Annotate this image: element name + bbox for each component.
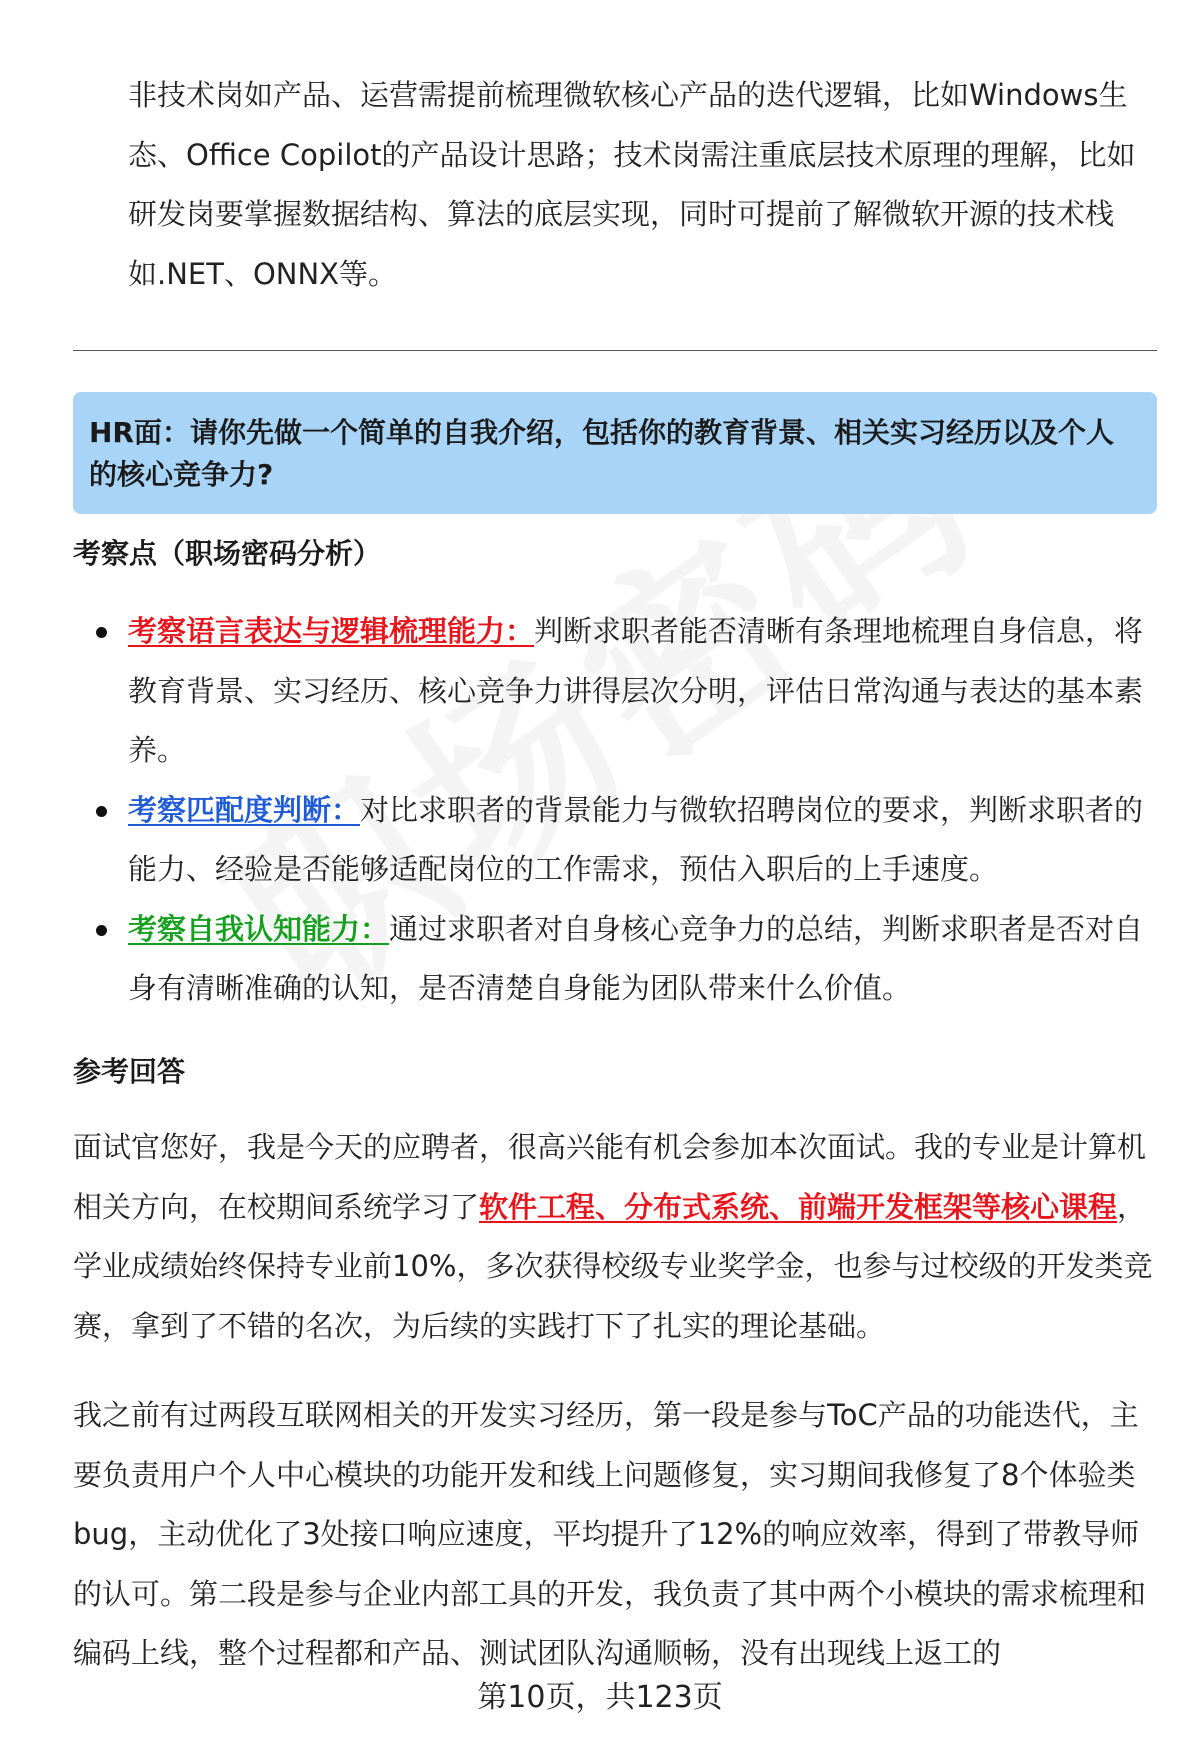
question-box	[73, 392, 1157, 514]
point-text: 判断求职者能否清晰有条理地梳理自身信息，将教育背景、实习经历、核心竞争力讲得层次分明，评估日常沟通与表达的基本素养。	[128, 614, 1144, 767]
points-list	[128, 602, 1160, 1019]
point-label: 考察自我认知能力：	[128, 911, 390, 946]
question-text: HR面：请你先做一个简单的自我介绍，包括你的教育背景、相关实习经历以及个人的核心竞争力?	[89, 416, 1114, 491]
list-item	[128, 900, 1160, 1019]
points-heading: 考察点（职场密码分析）	[73, 537, 382, 570]
bullet-icon	[96, 627, 107, 638]
point-label: 考察匹配度判断：	[128, 792, 361, 827]
answer-paragraph-2: 我之前有过两段互联网相关的开发实习经历，第一段是参与ToC产品的功能迭代，主要负责用户个人中心模块的功能开发和线上问题修复，实习期间我修复了8个体验类bug，主动优化了3处接口响应速度，平均提升了12%的响应效率，得到了带教导师的认可。第二段是参与企业内部工具的开发，我负责了其中两个小模块的需求梳理和编码上线，整个过程都和产品、测试团队沟通顺畅，没有出现线上返工的	[73, 1398, 1147, 1670]
point-label: 考察语言表达与逻辑梳理能力：	[128, 614, 535, 648]
section-divider	[73, 350, 1157, 351]
intro-paragraph: 非技术岗如产品、运营需提前梳理微软核心产品的迭代逻辑，比如Windows生态、Office Copilot的产品设计思路；技术岗需注重底层技术原理的理解，比如研发岗要掌握数据结构、算法的底层实现，同时可提前了解微软开源的技术栈如.NET、ONNX等。	[128, 78, 1136, 291]
answer-heading: 参考回答	[73, 1055, 186, 1088]
point-text: 对比求职者的背景能力与微软招聘岗位的要求，判断求职者的能力、经验是否能够适配岗位的工作需求，预估入职后的上手速度。	[128, 792, 1144, 886]
point-text: 通过求职者对自身核心竞争力的总结，判断求职者是否对自身有清晰准确的认知，是否清楚自身能为团队带来什么价值。	[128, 911, 1144, 1005]
list-item	[128, 781, 1160, 900]
answer-text: ，学业成绩始终保持专业前10%，多次获得校级专业奖学金，也参与过校级的开发类竞赛，拿到了不错的名次，为后续的实践打下了扎实的理论基础。	[73, 1189, 1153, 1343]
page-footer: 第10页，共123页	[477, 1680, 723, 1715]
bullet-icon	[96, 806, 107, 817]
list-item	[128, 602, 1160, 781]
bullet-icon	[96, 925, 107, 936]
answer-text: 面试官您好，我是今天的应聘者，很高兴能有机会参加本次面试。我的专业是计算机相关方向，在校期间系统学习了	[73, 1130, 1147, 1224]
answer-paragraph-1	[73, 1118, 1160, 1356]
answer-highlight: 软件工程、分布式系统、前端开发框架等核心课程	[479, 1189, 1118, 1224]
